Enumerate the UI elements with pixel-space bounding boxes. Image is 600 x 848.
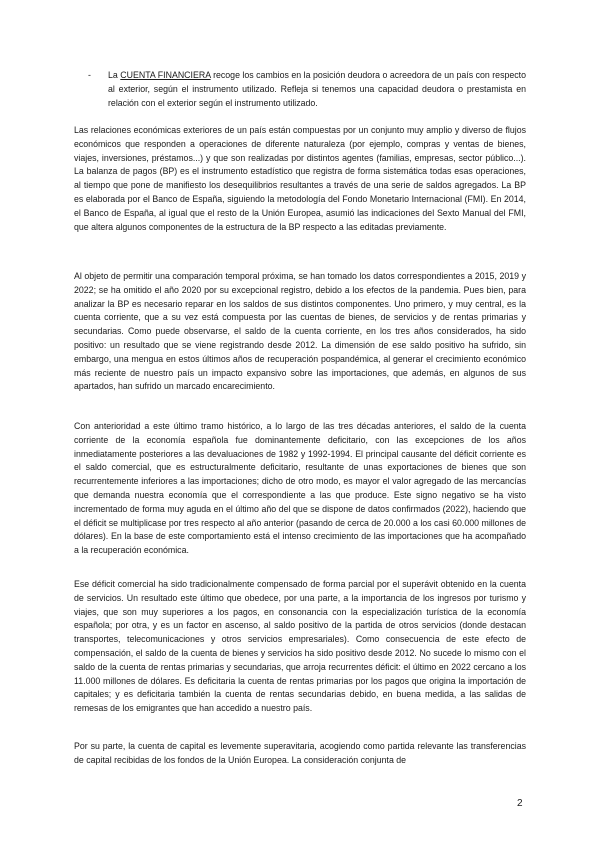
bullet-text: [108, 69, 526, 110]
paragraph-comparacion-temporal: Al objeto de permitir una comparación temporal próxima, se han tomado los datos correspondientes a 2015, 2019 y 2022; se ha omitido el año 2020 por su excepcional registro, debido a los efectos de la pandemia. Pues bien, para analizar la BP es necesario reparar en los saldos de sus distintos componentes. Uno primero, y muy central, es la cuenta corriente, que a su vez está compuesta por las cuentas de bienes, de servicios y de rentas primarias y secundarias. Como puede observarse, el saldo de la cuenta corriente, en los tres años considerados, ha sido positivo: un resultado que se viene registrando desde 2012. La dimensión de ese saldo positivo ha sufrido, sin embargo, una mengua en estos últimos años de recuperación pospandémica, al generar el crecimiento económico más reciente de nuestro país un impacto expansivo sobre las importaciones, que además, en algunos de sus apartados, han sufrido un marcado encarecimiento.: [74, 271, 526, 392]
bullet-description: recoge los cambios en la posición deudora o acreedora de un país con respecto al exterior, según el instrumento utilizado. Refleja si tenemos una capacidad deudora o prestamista en relación con el exterior según el instrumento utilizado.: [108, 70, 526, 108]
paragraph-cuenta-capital: Por su parte, la cuenta de capital es levemente superavitaria, acogiendo como partida relevante las transferencias de capital recibidas de los fondos de la Unión Europea. La consideración conjunta de: [74, 741, 526, 765]
paragraph-balanza-de-pagos: Las relaciones económicas exteriores de un país están compuestas por un conjunto muy amplio y diverso de flujos económicos que responden a operaciones de diferente naturaleza (por ejemplo, compras y ventas de bienes, viajes, inversiones, préstamos...) y que son realizadas por distintos agentes (familias, empresas, sector público...). La balanza de pagos (BP) es el instrumento estadístico que registra de forma sistemática todas esas operaciones, al tiempo que pone de manifiesto los desequilibrios resultantes a través de una serie de saldos agregados. La BP es elaborada por el Banco de España, siguiendo la metodología del Fondo Monetario Internacional (FMI). En 2014, el Banco de España, al igual que el resto de la Unión Europea, asumió las indicaciones del Sexto Manual del FMI, que altera algunos componentes de la estructura de la BP respecto a las editadas previamente.: [74, 125, 526, 232]
bullet-term-cuenta-financiera: CUENTA FINANCIERA: [120, 70, 211, 80]
bullet-lead: La: [108, 70, 118, 80]
paragraph-deficit-corriente: Con anterioridad a este último tramo histórico, a lo largo de las tres décadas anteriores, el saldo de la cuenta corriente de la economía española fue dominantemente deficitario, con las excepciones de los años inmediatamente posteriores a las devaluaciones de 1982 y 1992-1994. El principal causante del déficit corriente es el saldo comercial, que es estructuralmente deficitario, resultante de unas exportaciones de bienes que son recurrentemente inferiores a las importaciones; dicho de otro modo, es mayor el valor agregado de las mercancías que demanda nuestra economía que el correspondiente a las que produce. Este signo negativo se ha visto incrementado de forma muy aguda en el último año del que se dispone de datos confirmados (2022), haciendo que el déficit se multiplicase por tres respecto al año anterior (pasando de cerca de 20.000 a los casi 60.000 millones de dólares). En la base de este comportamiento está el intenso crecimiento de las importaciones que ha acompañado a la recuperación económica.: [74, 421, 526, 556]
page-number: 2: [517, 798, 523, 809]
bullet-item-cuenta-financiera: [88, 69, 526, 110]
bullet-marker: -: [88, 70, 91, 80]
paragraph-cuenta-servicios: Ese déficit comercial ha sido tradicionalmente compensado de forma parcial por el superávit obtenido en la cuenta de servicios. Un resultado este último que obedece, por una parte, a la importancia de los ingresos por turismo y viajes, que son muy superiores a los pagos, en consonancia con la especialización turística de la economía española; por otra, y es un factor en ascenso, al saldo positivo de la partida de otros servicios (donde destacan transportes, telecomunicaciones y otros servicios empresariales). Como consecuencia de este efecto de compensación, el saldo de la cuenta de bienes y servicios ha sido positivo desde 2012. No sucede lo mismo con el saldo de la cuenta de rentas primarias y secundarias, que arroja recurrentes déficit: el último en 2022 cercano a los 11.000 millones de dólares. Es deficitaria la cuenta de rentas primarias por los pagos que origina la importación de capitales; y es deficitaria también la cuenta de rentas secundarias debido, en buena medida, a las salidas de remesas de los emigrantes que han accedido a nuestro país.: [74, 579, 526, 714]
